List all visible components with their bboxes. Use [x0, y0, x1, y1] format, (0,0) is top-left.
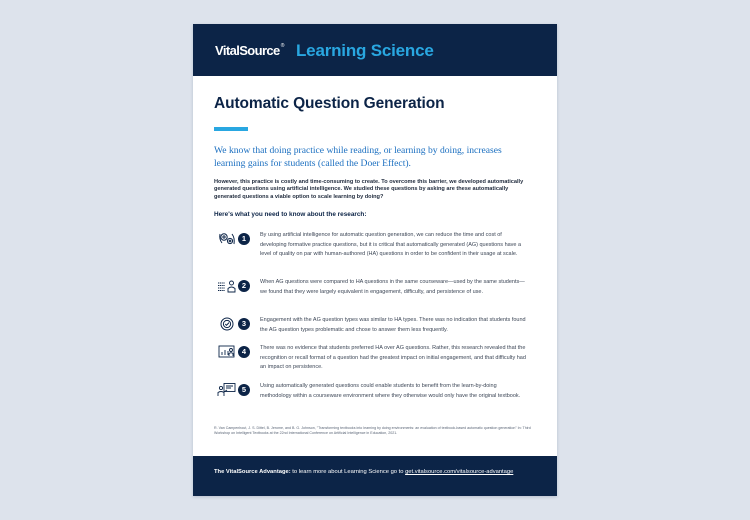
header-banner: [193, 24, 557, 76]
intro-paragraph: However, this practice is costly and time-consuming to create. To overcome this barrier, we developed automatically generated questions using artificial intelligence. We studied these questions by asking are these automatically generated questions a viable option to scale learning by doing?: [214, 179, 524, 200]
footer-body: to learn more about Learning Science go to: [290, 469, 406, 475]
item-text-5: Using automatically generated questions could enable students to benefit from the learn-by-doing methodology within a courseware environment where they otherwise would only have the original textbook.: [260, 383, 521, 399]
target-icon: [217, 316, 237, 332]
footer-link[interactable]: get.vitalsource.com/vitalsource-advantage: [405, 469, 514, 475]
section-title: Learning Science: [296, 41, 434, 60]
document-title: Automatic Question Generation: [214, 95, 445, 112]
footer-banner: [193, 456, 557, 496]
document-page: [193, 24, 557, 496]
item-text-1: By using artificial intelligence for automatic question generation, we can reduce the time and cost of developing formative practice questions, but it is critical that automatically generated (AG) questions have a level of quality on par with human-authored (HA) questions in order to be confident in their usage at scale.: [260, 232, 522, 257]
item-text-3: Engagement with the AG question types was similar to HA types. There was no indication that students found the AG question types problematic and chose to answer them less frequently.: [260, 317, 526, 333]
item-number-4: 4: [238, 346, 250, 358]
footer-label: The VitalSource Advantage:: [214, 469, 291, 475]
research-subhead: Here's what you need to know about the research:: [214, 211, 367, 218]
presentation-icon: [217, 382, 237, 398]
chart-person-icon: [217, 344, 237, 360]
item-text-2: When AG questions were compared to HA questions in the same courseware—used by the same students—we found that they were largely equivalent in engagement, difficulty, and persistence of use.: [260, 279, 525, 295]
footer-text: [214, 469, 513, 475]
finding-item-4: [217, 344, 537, 384]
item-number-5: 5: [238, 384, 250, 396]
title-accent-bar: [214, 127, 248, 131]
finding-item-2: [217, 278, 537, 318]
item-number-3: 3: [238, 318, 250, 330]
item-text-4: There was no evidence that students preferred HA over AG questions. Rather, this research revealed that the recognition or recall format of a question had the greatest impact on initial engagement, and that difficulty had an impact on persistence.: [260, 345, 526, 370]
finding-item-5: [217, 382, 537, 422]
item-number-2: 2: [238, 280, 250, 292]
finding-item-1: [217, 231, 537, 271]
lead-paragraph: We know that doing practice while reading, or learning by doing, increases learning gains for students (called the Doer Effect).: [214, 145, 502, 169]
brand-logo: VitalSource®: [215, 43, 284, 58]
citation: R. Van Campenhout, J. S. Dittel, B. Jerome, and B. G. Johnson, "Transforming textbooks into learning by doing environments: an evaluation of textbook-based automatic question generation" In: Third Workshop on Intelligent Textbooks at the 22nd International Conference on Artificial Intelligence in Education, 2021.: [214, 426, 531, 435]
item-number-1: 1: [238, 233, 250, 245]
data-person-icon: [217, 278, 237, 294]
ai-gears-icon: [217, 231, 237, 247]
